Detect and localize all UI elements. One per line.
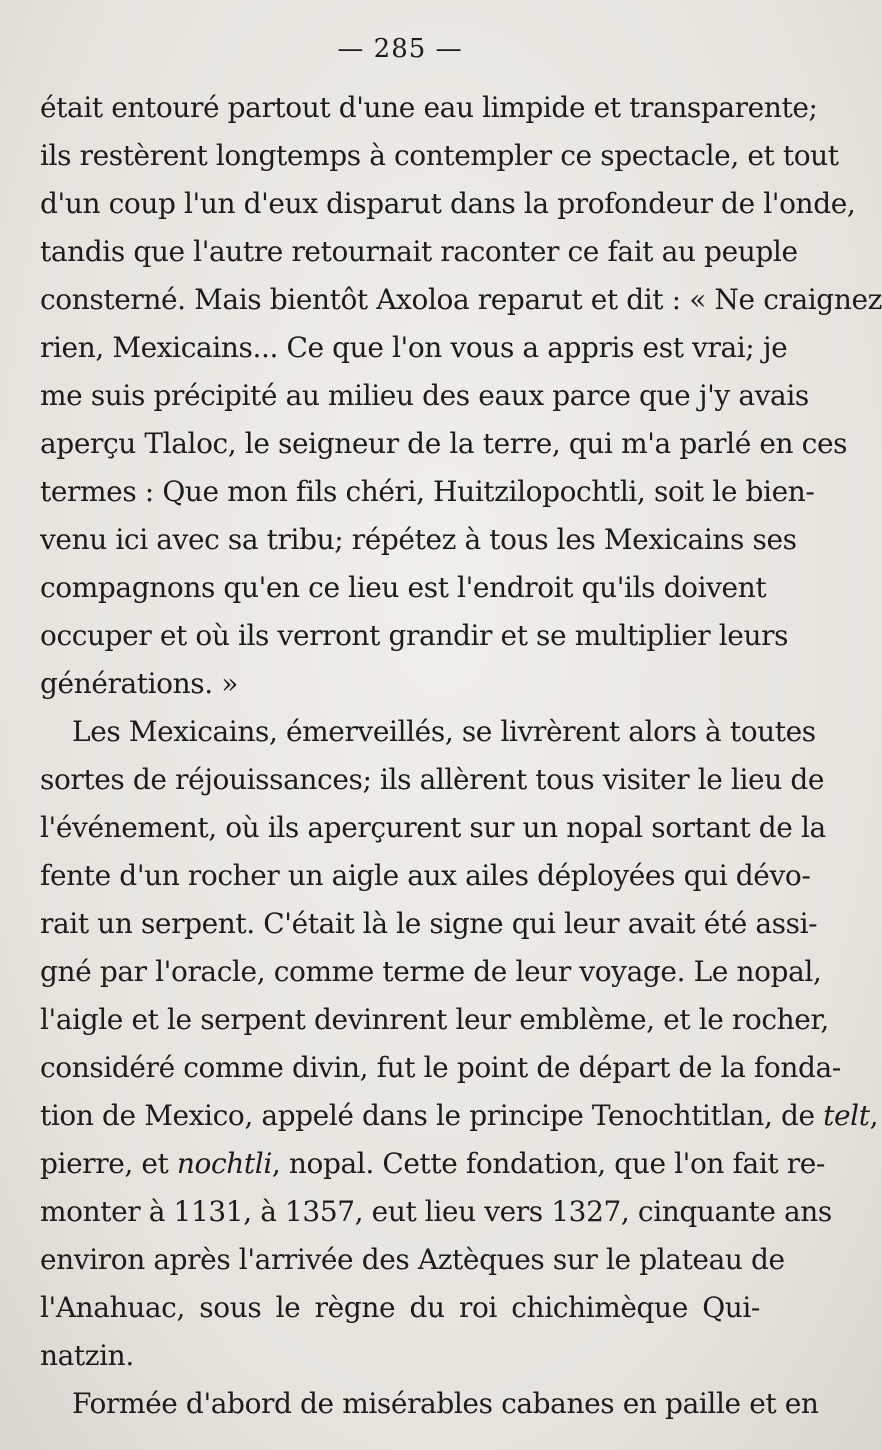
text-line [40, 1140, 825, 1188]
text-segment: , [869, 1099, 879, 1132]
text-line: gné par l'oracle, comme terme de leur voyage. Le nopal, [40, 955, 822, 988]
text-line: l'Anahuac, sous le règne du roi chichimèque Qui- [40, 1291, 760, 1324]
text-segment: pierre, et [40, 1147, 177, 1180]
text-line: l'aigle et le serpent devinrent leur emblème, et le rocher, [40, 1003, 829, 1036]
text-line: tandis que l'autre retournait raconter ce fait au peuple [40, 235, 798, 268]
text-line: consterné. Mais bientôt Axoloa reparut et dit : « Ne craignez [40, 283, 882, 316]
page-number: — 285 — [337, 34, 463, 64]
text-line [40, 1092, 879, 1140]
text-line: l'événement, où ils aperçurent sur un nopal sortant de la [40, 811, 826, 844]
text-line: me suis précipité au milieu des eaux parce que j'y avais [40, 379, 809, 412]
text-line: Formée d'abord de misérables cabanes en paille et en [72, 1387, 819, 1420]
text-line: environ après l'arrivée des Aztèques sur le plateau de [40, 1243, 785, 1276]
text-line: termes : Que mon fils chéri, Huitzilopochtli, soit le bien- [40, 475, 815, 508]
italic-word: telt [823, 1099, 870, 1132]
italic-word: nochtli [176, 1147, 272, 1180]
text-line: venu ici avec sa tribu; répétez à tous les Mexicains ses [40, 523, 797, 556]
text-line: générations. » [40, 667, 238, 700]
text-line: considéré comme divin, fut le point de départ de la fonda- [40, 1051, 841, 1084]
text-line: ils restèrent longtemps à contempler ce spectacle, et tout [40, 139, 839, 172]
text-line: sortes de réjouissances; ils allèrent tous visiter le lieu de [40, 763, 825, 796]
text-line: compagnons qu'en ce lieu est l'endroit qu'ils doivent [40, 571, 767, 604]
text-line: rien, Mexicains... Ce que l'on vous a appris est vrai; je [40, 331, 788, 364]
text-line: fente d'un rocher un aigle aux ailes déployées qui dévo- [40, 859, 811, 892]
page-text [40, 84, 882, 1428]
text-line: natzin. [40, 1339, 134, 1372]
text-line: Les Mexicains, émerveillés, se livrèrent alors à toutes [72, 715, 816, 748]
text-line: occuper et où ils verront grandir et se multiplier leurs [40, 619, 789, 652]
text-segment: tion de Mexico, appelé dans le principe Tenochtitlan, de [40, 1099, 824, 1132]
text-line: rait un serpent. C'était là le signe qui leur avait été assi- [40, 907, 818, 940]
text-line: monter à 1131, à 1357, eut lieu vers 1327, cinquante ans [40, 1195, 832, 1228]
text-line: d'un coup l'un d'eux disparut dans la profondeur de l'onde, [40, 187, 856, 220]
text-line: était entouré partout d'une eau limpide et transparente; [40, 91, 818, 124]
text-segment: , nopal. Cette fondation, que l'on fait re- [271, 1147, 825, 1180]
text-line: aperçu Tlaloc, le seigneur de la terre, qui m'a parlé en ces [40, 427, 848, 460]
